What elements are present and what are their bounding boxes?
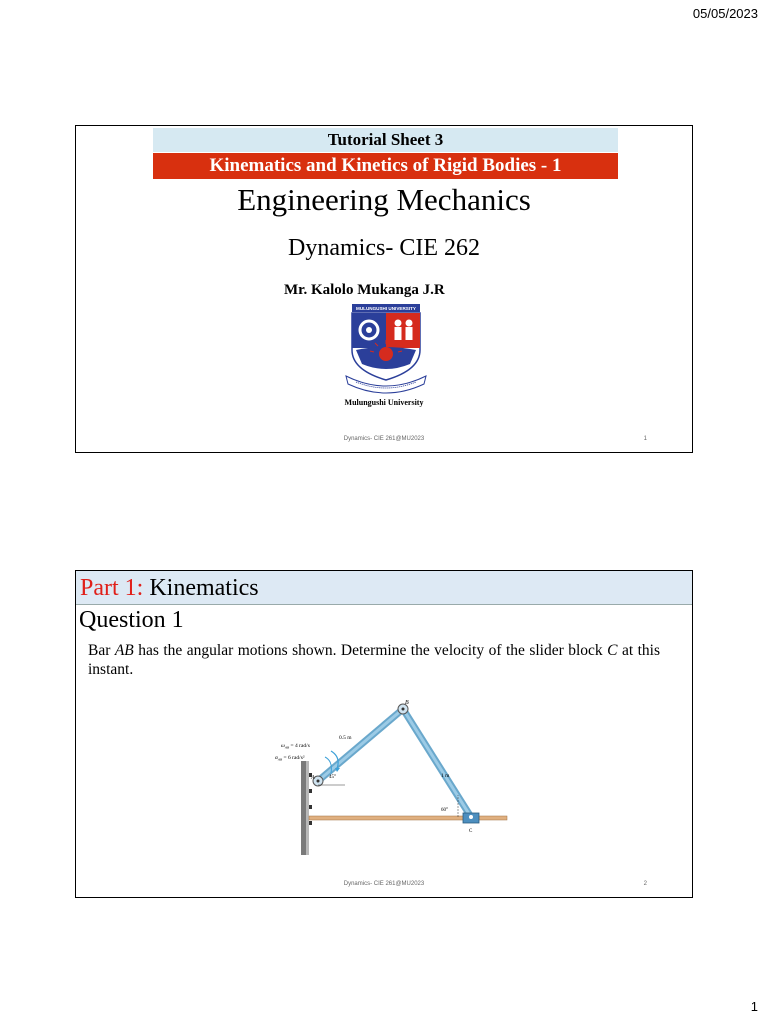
part-label: Part 1: — [80, 575, 144, 601]
svg-text:1 m: 1 m — [441, 773, 450, 779]
question-text: Bar AB has the angular motions shown. Determine the velocity of the slider block C at this instant. — [88, 642, 660, 678]
slide-number: 1 — [643, 436, 647, 442]
topic-banner: Kinematics and Kinetics of Rigid Bodies - 1 — [153, 153, 618, 179]
print-date: 05/05/2023 — [692, 6, 758, 21]
question-title: Question 1 — [79, 607, 184, 633]
page-number: 1 — [750, 999, 758, 1014]
university-name: Mulungushi University — [344, 398, 424, 407]
mechanism-figure — [273, 699, 509, 855]
svg-text:A: A — [311, 775, 315, 781]
slide-number: 2 — [643, 881, 647, 887]
course-title: Engineering Mechanics — [237, 182, 531, 217]
slide-1 — [75, 125, 693, 453]
svg-text:45°: 45° — [329, 775, 336, 780]
svg-text:C: C — [469, 829, 473, 834]
slide-2 — [75, 570, 693, 898]
author-name: Mr. Kalolo Mukanga J.R — [284, 282, 445, 298]
svg-text:MULUNGUSHI UNIVERSITY: MULUNGUSHI UNIVERSITY — [356, 306, 416, 311]
course-code: Dynamics- CIE 262 — [288, 235, 480, 261]
university-logo-icon — [338, 304, 434, 396]
slide-footer: Dynamics- CIE 261@MU2023 — [343, 436, 425, 442]
tutorial-title: Tutorial Sheet 3 — [153, 128, 618, 152]
svg-text:ωAB = 4 rad/s: $\omega_{AB} = 4$ rad/s — [281, 743, 310, 750]
svg-text:B: B — [405, 700, 409, 706]
svg-text:αAB = 6 rad/s²: $\alpha_{AB} = 6$ rad/s² — [275, 755, 305, 762]
svg-text:0.5 m: 0.5 m — [339, 735, 352, 741]
part-name: Kinematics — [149, 575, 259, 601]
slide-footer: Dynamics- CIE 261@MU2023 — [343, 881, 425, 887]
part-heading — [76, 571, 692, 605]
svg-text:60°: 60° — [441, 808, 448, 813]
